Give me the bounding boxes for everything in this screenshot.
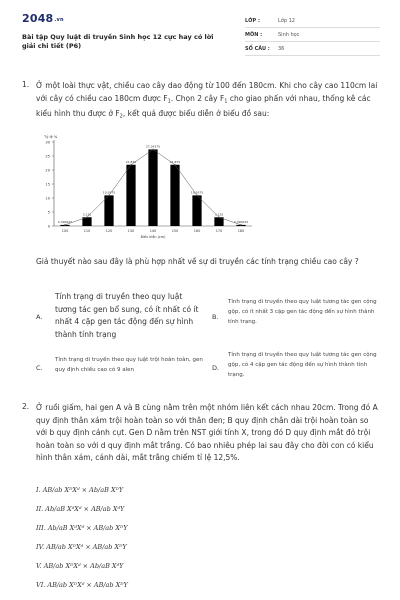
trend-point bbox=[240, 224, 242, 226]
trend-point bbox=[174, 164, 176, 166]
data-label: 21,875 bbox=[125, 159, 137, 164]
cross-formula-4: IV. AB/ab XᴰXᵈ × AB/ab XᴰY bbox=[36, 543, 127, 551]
question-text bbox=[36, 80, 380, 123]
cross-formula-3: III. Ab/aB XᵈXᵈ × AB/ab XᴰY bbox=[36, 524, 128, 532]
data-label: 0,390625 bbox=[57, 219, 73, 224]
meta-value: 36 bbox=[278, 45, 285, 52]
data-label: 3,125 bbox=[82, 212, 92, 217]
answer-d[interactable]: Tính trạng di truyền theo quy luật tương tác gen cộng gộp, có 4 cặp gen tác động đến sự hình thành tính trạng. bbox=[228, 352, 377, 378]
data-label: 27,34375 bbox=[145, 144, 161, 149]
meta-value: Sinh học bbox=[278, 31, 300, 38]
bar bbox=[192, 195, 201, 226]
meta-key: LỚP : bbox=[245, 17, 260, 24]
y-tick-label: 10 bbox=[45, 196, 50, 201]
trend-point bbox=[152, 149, 154, 151]
answer-c-label[interactable]: C. bbox=[36, 364, 43, 372]
meta-row-subject bbox=[245, 28, 380, 42]
logo-text: 2048 bbox=[22, 12, 54, 25]
y-tick-label: 30 bbox=[45, 140, 50, 145]
question-text-part: , kết quả được biểu diễn ở biểu đồ sau: bbox=[122, 108, 270, 118]
x-tick-label: 160 bbox=[193, 229, 201, 233]
answer-b-label[interactable]: B. bbox=[212, 313, 219, 321]
meta-key: SỐ CÂU : bbox=[245, 45, 270, 52]
subscript: 1 bbox=[167, 98, 171, 104]
cross-formula-2: II. Ab/aB XᵈXᵈ × AB/ab XᵈY bbox=[36, 505, 125, 513]
x-tick-label: 110 bbox=[83, 229, 91, 233]
answer-b[interactable]: Tính trạng di truyền theo quy luật tương tác gen cộng gộp, có ít nhất 3 cặp gen tác động đến sự hình thành tính trạng. bbox=[228, 299, 377, 325]
page-header bbox=[22, 12, 380, 60]
question-number: 2. bbox=[22, 402, 30, 411]
x-tick-label: 170 bbox=[215, 229, 223, 233]
page-title: Bài tập Quy luật di truyền Sinh học 12 cực hay có lời giải chi tiết (P6) bbox=[22, 33, 214, 50]
cross-formula-6: VI. AB/ab XᴰXᵈ × AB/ab XᴰY bbox=[36, 581, 128, 589]
question-text-part: . Chọn 2 cây F bbox=[170, 93, 225, 103]
bar bbox=[170, 165, 179, 226]
x-tick-label: 100 bbox=[61, 229, 69, 233]
x-tick-label: 150 bbox=[171, 229, 179, 233]
meta-row-count bbox=[245, 42, 380, 56]
meta-table bbox=[245, 14, 380, 56]
y-axis-title: Tỷ lệ % bbox=[44, 135, 58, 139]
subscript: 2 bbox=[119, 113, 123, 119]
meta-row-class bbox=[245, 14, 380, 28]
x-tick-label: 120 bbox=[105, 229, 113, 233]
data-label: 0,390625 bbox=[233, 219, 249, 224]
x-axis-title: Biểu hiện (cm) bbox=[140, 235, 166, 239]
x-tick-label: 130 bbox=[127, 229, 135, 233]
bar bbox=[126, 165, 135, 226]
question-number: 1. bbox=[22, 80, 30, 89]
trend-point bbox=[64, 224, 66, 226]
data-label: 21,875 bbox=[169, 159, 181, 164]
question-prompt: Giả thuyết nào sau đây là phù hợp nhất về sự di truyền các tính trạng chiều cao cây ? bbox=[36, 257, 359, 266]
logo-suffix: .vn bbox=[54, 17, 64, 23]
data-label: 10,9375 bbox=[102, 190, 116, 195]
cross-formula-1: I. AB/ab XᴰXᵈ × Ab/aB XᴰY bbox=[36, 486, 124, 494]
meta-value: Lớp 12 bbox=[278, 17, 295, 24]
y-tick-label: 5 bbox=[47, 210, 50, 215]
chart-svg bbox=[28, 130, 260, 242]
trend-point bbox=[196, 195, 198, 197]
answer-a-label[interactable]: A. bbox=[36, 313, 43, 321]
y-tick-label: 15 bbox=[45, 182, 50, 187]
question-text: Ở ruồi giấm, hai gen A và B cùng nằm trên một nhóm liên kết cách nhau 20cm. Trong đó A quy định thân xám trội hoàn toàn so với thân đen; B quy định chân dài trội hoàn toàn so với b quy định cánh cụt. Gen D nằm trên NST giới tính X, trong đó D quy định mắt đỏ trội hoàn toàn so với d quy định mắt trắng. Có bao nhiêu phép lai sau đây cho đời con có kiểu hình thân xám, cánh dài, mắt trắng chiếm tỉ lệ 12,5%. bbox=[36, 403, 378, 462]
answer-c[interactable]: Tính trạng di truyền theo quy luật trội hoàn toàn, gen quy định chiều cao có 9 alen bbox=[55, 357, 203, 373]
data-label: 10,9375 bbox=[190, 190, 204, 195]
x-tick-label: 180 bbox=[237, 229, 245, 233]
question-text-part: cho giao phấn với nhau, thống kê các kiểu hình thu được ở F bbox=[36, 93, 371, 118]
bar bbox=[148, 149, 157, 226]
x-tick-label: 140 bbox=[149, 229, 157, 233]
trend-point bbox=[218, 216, 220, 218]
question-text-part: Ở một loài thực vật, chiều cao cây dao động từ 100 đến 180cm. Khi cho cây cao 110cm lai với cây có chiều cao 180cm được F bbox=[36, 81, 378, 103]
subscript: 1 bbox=[224, 98, 228, 104]
y-tick-label: 25 bbox=[45, 154, 50, 159]
data-label: 3,125 bbox=[214, 212, 224, 217]
answer-a[interactable]: Tính trạng di truyền theo quy luật tương tác gen bổ sung, có ít nhất có ít nhất 4 cặp gen tác động đến sự hình thành tính trạng bbox=[55, 292, 199, 339]
y-tick-label: 0 bbox=[47, 224, 50, 229]
bar bbox=[104, 195, 113, 226]
meta-key: MÔN : bbox=[245, 31, 263, 38]
answer-d-label[interactable]: D. bbox=[212, 364, 220, 372]
phenotype-bar-chart bbox=[28, 130, 260, 242]
trend-point bbox=[130, 164, 132, 166]
cross-formula-5: V. AB/ab XᴰXᵈ × Ab/aB XᵈY bbox=[36, 562, 124, 570]
trend-point bbox=[108, 195, 110, 197]
y-tick-label: 20 bbox=[45, 168, 50, 173]
trend-point bbox=[86, 216, 88, 218]
